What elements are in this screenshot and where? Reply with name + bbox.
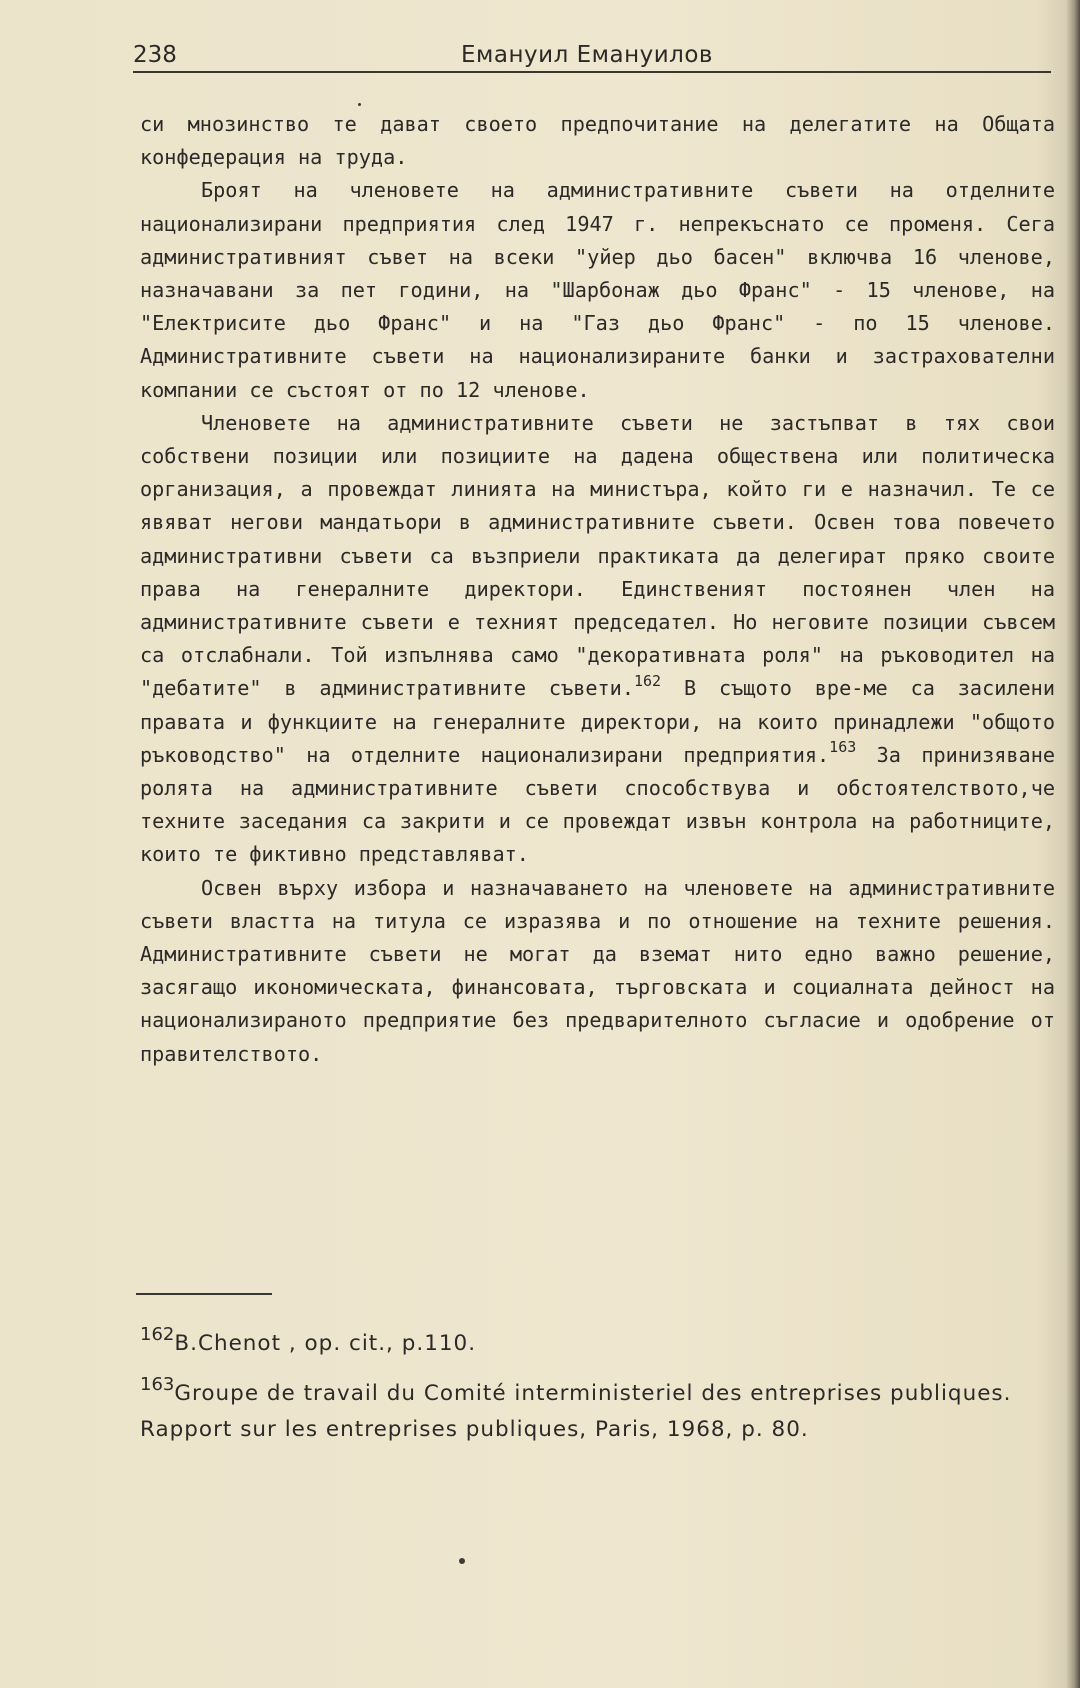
footnote-separator [136,1293,272,1295]
footnote-163 [140,1373,1055,1448]
footnote-number: 163 [140,1373,175,1395]
footnote-ref-163[interactable]: 163 [829,738,857,757]
paragraph: Броят на членовете на административните съвети на отделните национализирани предприятия след 1947 г. непрекъснато се променя. Сега административният съвет на всеки "уйер дьо басен" включва 16 членове, назначавани за пет години, на "Шарбонаж дьо Франс" - 15 членове, на "Електрисите дьо Франс" и на "Газ дьо Франс" - по 15 членове. Административните съвети на национализираните банки и застрахователни компании се състоят от по 12 членове. [140,178,1055,402]
footnote-162 [140,1323,1055,1362]
header-rule [133,71,1051,73]
ink-speck [459,1558,465,1564]
footnote-number: 162 [140,1323,175,1345]
body-text [140,108,1055,1071]
page-number: 238 [133,42,177,68]
footnote-ref-162[interactable]: 162 [634,671,662,690]
paragraph: Освен върху избора и назначаването на членовете на административните съвети властта на титула се изразява и по отношение на техните решения. Административните съвети не могат да вземат нито едно важно решение, засягащо икономическата, финансовата, търговската и социалната дейност на национализираното предприятие без предварителното съгласие и одобрение от правителството. [140,875,1055,1066]
paragraph-text: За принизяване ролята на административните съвети способствува и обстоятелството,че техните заседания са закрити и се провеждат извън контрола на работниците, които те фиктивно представляват. [140,742,1056,867]
page-edge-shadow [1066,0,1080,1688]
paragraph-text: В същото вре- [683,676,864,701]
paragraph-text: Членовете на административните съвети не застъпват в тях свои собствени позиции или позициите на дадена обществена или политическа организация, а провеждат линията на министъра, който ги е назначил. Те се явяват негови мандатьори в административните съвети. Освен това повечето административни съвети са възприели практиката да делегират пряко своите права на генералните директори. Единственият постоянен член на административните съвети е техният председател. Но неговите позиции съвсем са отслабнали. Той изпълнява само "декоративната роля" на ръководител на "дебатите" в административните съвети. [140,410,1055,701]
ink-speck [358,103,361,106]
footnote-text: B.Chenot , op. cit., p.110. [174,1331,477,1356]
paragraph-with-notes [140,407,1055,872]
footnote-text: Groupe de travail du Comité interministeriel des entreprises publiques. Rapport sur les entreprises publiques, Paris, 1968, p. 80. [140,1381,1012,1442]
footnotes [140,1323,1055,1462]
paragraph-text: ме са засилени правата и функциите на генералните директори, на които принадлежи "общото ръководство" на отделните национализирани предприятия. [140,676,1055,767]
paragraph: си мнозинство те дават своето предпочитание на делегатите на Общата конфедерация на труда. [140,112,1055,170]
running-title: Емануил Емануилов [461,42,713,68]
